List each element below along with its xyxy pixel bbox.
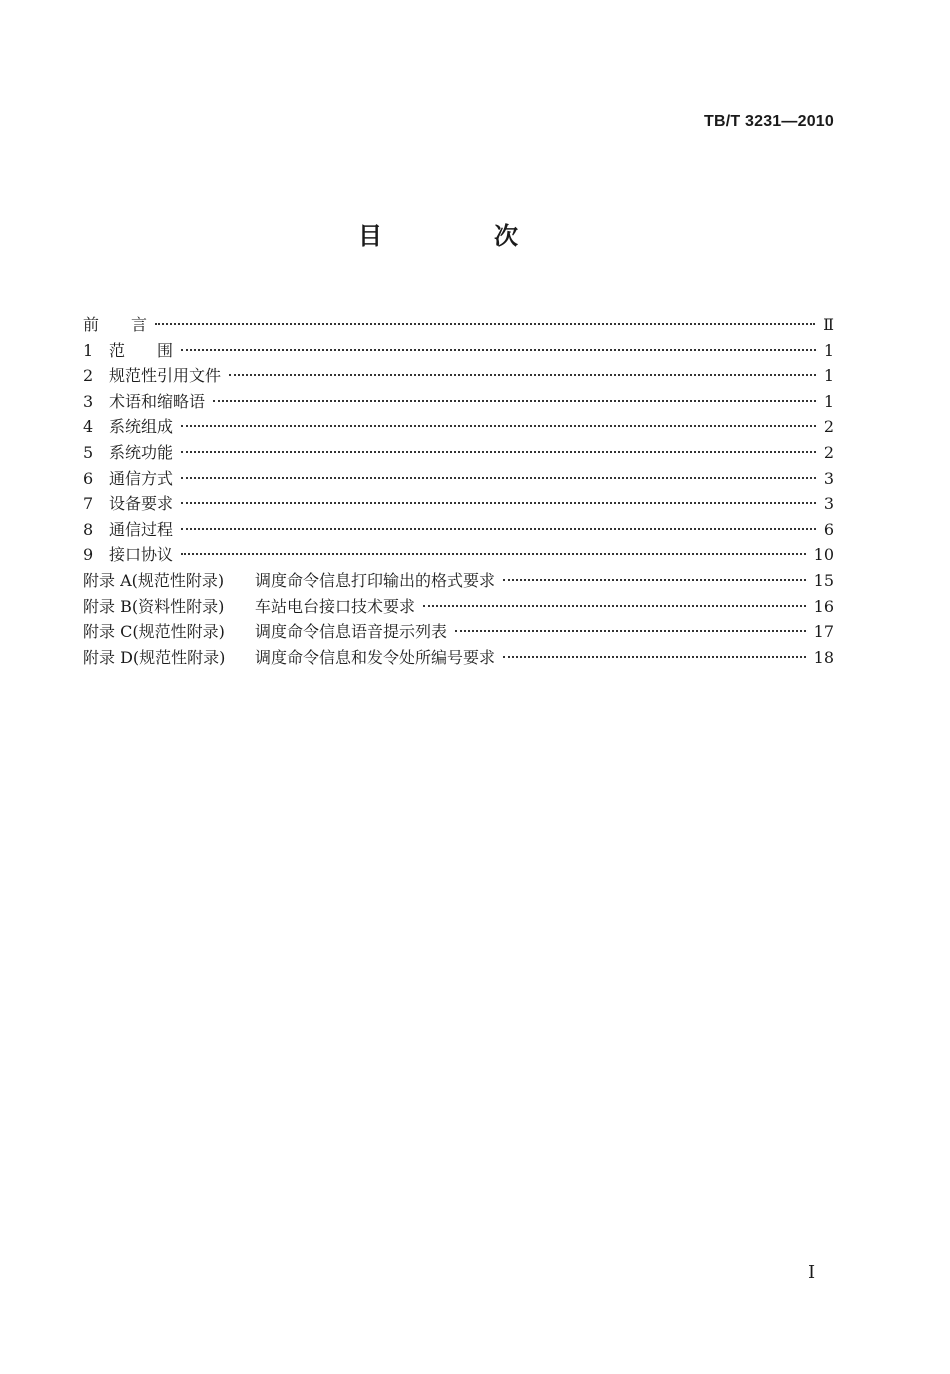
toc-entry-label: 车站电台接口技术要求 [255,596,416,616]
toc-entry-number: 4 [83,417,94,437]
toc-entry-number: 9 [83,545,94,565]
toc-entry-page: 15 [813,570,834,590]
appendix-prefix: 附录 D(规范性附录) [83,647,226,667]
leader-dots [503,656,806,658]
toc-entry-number: 1 [83,340,94,360]
page-title: 目 次 [358,222,562,250]
toc-entry-interface-protocol[interactable] [83,542,834,568]
toc-entry-page: 10 [813,545,834,565]
toc-entry-page: 18 [813,647,834,667]
toc-entry-label: 规范性引用文件 [109,366,222,386]
leader-dots [155,323,815,325]
table-of-contents [83,312,834,670]
leader-dots [229,374,816,376]
toc-entry-page: 1 [823,340,834,360]
toc-entry-page: 17 [813,622,834,642]
toc-entry-page: 2 [823,442,834,462]
toc-entry-number: 3 [83,391,94,411]
toc-entry-label: 设备要求 [109,494,174,514]
toc-entry-page: 16 [813,596,834,616]
leader-dots [181,425,816,427]
toc-entry-foreword[interactable] [83,312,834,338]
toc-entry-number: 5 [83,442,94,462]
toc-entry-page: 2 [823,417,834,437]
leader-dots [213,400,816,402]
toc-entry-page: Ⅱ [823,315,834,334]
page-number: I [808,1262,816,1283]
leader-dots [455,630,806,632]
standard-code: TB/T 3231—2010 [704,113,834,130]
appendix-prefix: 附录 A(规范性附录) [83,570,225,590]
toc-entry-label: 前 言 [83,315,148,334]
toc-entry-label: 调度命令信息语音提示列表 [255,622,448,642]
toc-entry-communication-mode[interactable] [83,466,834,492]
toc-entry-appendix-c[interactable] [83,619,834,645]
toc-entry-appendix-d[interactable] [83,645,834,671]
toc-entry-system-functions[interactable] [83,440,834,466]
toc-entry-appendix-b[interactable] [83,594,834,620]
leader-dots [503,579,806,581]
toc-entry-label: 接口协议 [109,545,174,565]
toc-entry-page: 1 [823,366,834,386]
toc-entry-equipment-requirements[interactable] [83,491,834,517]
toc-entry-appendix-a[interactable] [83,568,834,594]
toc-entry-number: 8 [83,519,94,539]
toc-entry-label: 调度命令信息和发令处所编号要求 [255,647,496,667]
leader-dots [181,553,806,555]
appendix-prefix: 附录 B(资料性附录) [83,596,225,616]
toc-entry-terms[interactable] [83,389,834,415]
toc-entry-label: 系统功能 [109,442,174,462]
toc-entry-number: 7 [83,494,94,514]
toc-entry-scope[interactable] [83,338,834,364]
toc-entry-page: 6 [823,519,834,539]
leader-dots [181,528,816,530]
leader-dots [181,502,816,504]
leader-dots [181,451,816,453]
toc-entry-page: 1 [823,391,834,411]
toc-entry-page: 3 [823,494,834,514]
leader-dots [181,477,816,479]
toc-entry-label: 术语和缩略语 [109,391,206,411]
toc-entry-label: 通信方式 [109,468,174,488]
toc-entry-page: 3 [823,468,834,488]
toc-entry-label: 通信过程 [109,519,174,539]
toc-entry-number: 2 [83,366,94,386]
leader-dots [423,605,806,607]
toc-entry-communication-process[interactable] [83,517,834,543]
toc-entry-normative-references[interactable] [83,363,834,389]
toc-entry-label: 系统组成 [109,417,174,437]
leader-dots [181,349,816,351]
appendix-prefix: 附录 C(规范性附录) [83,622,225,642]
toc-entry-system-composition[interactable] [83,414,834,440]
toc-entry-label: 调度命令信息打印输出的格式要求 [255,570,496,590]
toc-entry-label: 范 围 [109,340,174,360]
toc-entry-number: 6 [83,468,94,488]
